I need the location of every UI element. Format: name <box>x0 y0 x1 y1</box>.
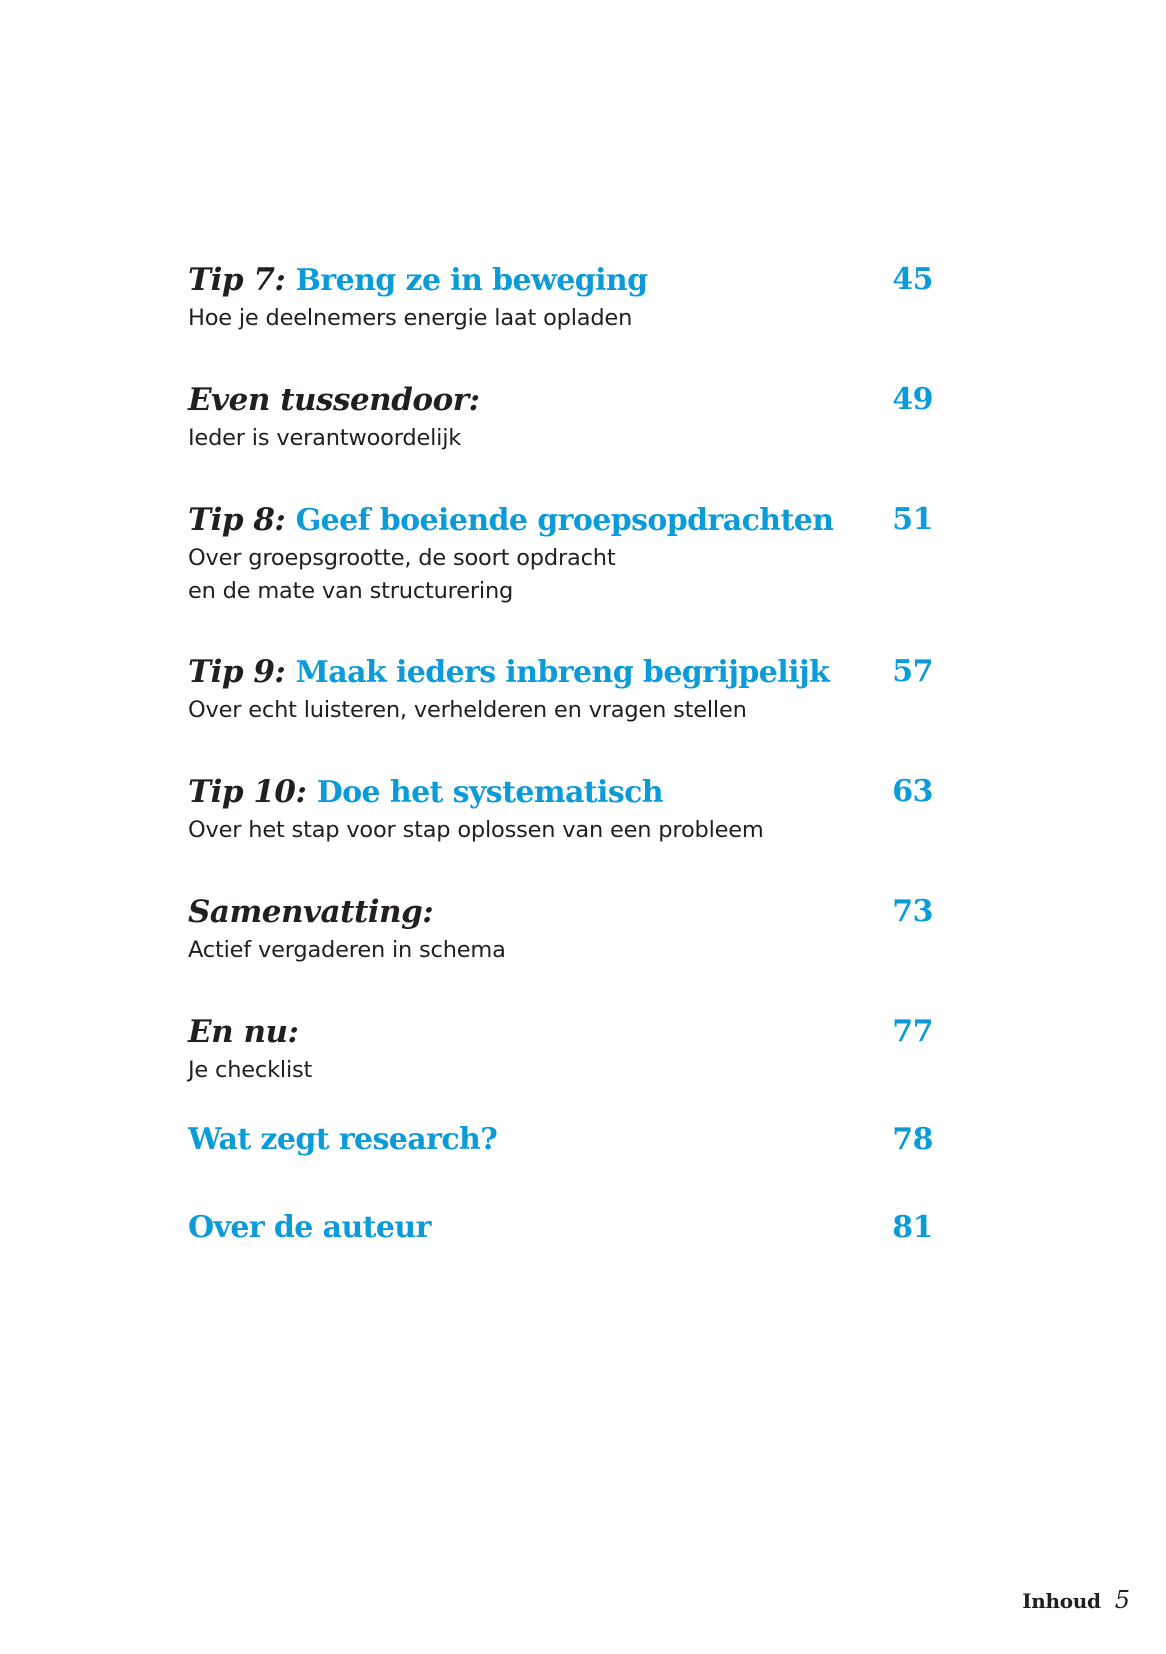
toc-entry-tip-9[interactable] <box>188 654 933 727</box>
toc-entry-even-tussendoor[interactable] <box>188 382 933 455</box>
toc-entry-subtitle: Je checklist <box>188 1057 313 1083</box>
toc-entry-page-number: 49 <box>892 382 933 417</box>
footer-page-number: 5 <box>1114 1586 1130 1614</box>
toc-entry-en-nu[interactable] <box>188 1014 933 1087</box>
footer-section-label: Inhoud <box>1022 1589 1101 1613</box>
toc-entry-prefix: En nu: <box>188 1014 299 1050</box>
toc-entry-heading <box>188 262 933 302</box>
toc-entry-tip-8[interactable] <box>188 502 933 608</box>
toc-entry-page-number: 63 <box>892 774 933 809</box>
toc-entry-title: Geef boeiende groepsopdrachten <box>295 503 834 538</box>
toc-entry-tip-10[interactable] <box>188 774 933 847</box>
toc-entry-page-number: 78 <box>892 1122 933 1157</box>
toc-entry-subtitle: Over groepsgrootte, de soort opdracht <box>188 545 616 571</box>
toc-entry-subtitle: Actief vergaderen in schema <box>188 937 506 963</box>
page-footer <box>1022 1586 1130 1614</box>
toc-entry-subtitle: Ieder is verantwoordelijk <box>188 425 462 451</box>
toc-entry-heading <box>188 382 933 422</box>
toc-entry-prefix: Tip 10: <box>188 774 317 810</box>
toc-entry-heading <box>188 774 933 814</box>
toc-entry-page-number: 73 <box>892 894 933 929</box>
toc-entry-prefix: Tip 8: <box>188 502 296 538</box>
toc-entry-subtitle: Hoe je deelnemers energie laat opladen <box>188 305 633 331</box>
toc-entry-prefix: Tip 9: <box>188 654 296 690</box>
toc-entry-wat-zegt-research[interactable] <box>188 1122 933 1162</box>
toc-entry-title: Breng ze in beweging <box>295 263 648 298</box>
toc-entry-subtitle: Over echt luisteren, verhelderen en vragen stellen <box>188 697 747 723</box>
toc-entry-prefix: Samenvatting: <box>188 894 434 930</box>
toc-entry-page-number: 77 <box>892 1014 933 1049</box>
toc-entry-heading <box>188 502 933 542</box>
toc-entry-prefix: Even tussendoor: <box>188 382 480 418</box>
toc-entry-heading <box>188 1210 933 1250</box>
toc-entry-heading <box>188 1122 933 1162</box>
toc-entry-tip-7[interactable] <box>188 262 933 335</box>
toc-entry-title: Maak ieders inbreng begrijpelijk <box>295 655 830 690</box>
toc-entry-samenvatting[interactable] <box>188 894 933 967</box>
toc-entry-page-number: 57 <box>892 654 933 689</box>
toc-entry-over-de-auteur[interactable] <box>188 1210 933 1250</box>
toc-entry-subtitle: Over het stap voor stap oplossen van een probleem <box>188 817 764 843</box>
toc-entry-page-number: 81 <box>892 1210 933 1245</box>
toc-entry-heading <box>188 1014 933 1054</box>
toc-entry-heading <box>188 654 933 694</box>
toc-entry-title: Doe het systematisch <box>316 775 664 810</box>
toc-entry-title: Wat zegt research? <box>188 1122 498 1157</box>
toc-entry-page-number: 45 <box>892 262 933 297</box>
toc-entry-title: Over de auteur <box>188 1210 431 1245</box>
toc-entry-subtitle: en de mate van structurering <box>188 578 514 604</box>
toc-entry-heading <box>188 894 933 934</box>
toc-entry-prefix: Tip 7: <box>188 262 296 298</box>
toc-entry-page-number: 51 <box>892 502 933 537</box>
